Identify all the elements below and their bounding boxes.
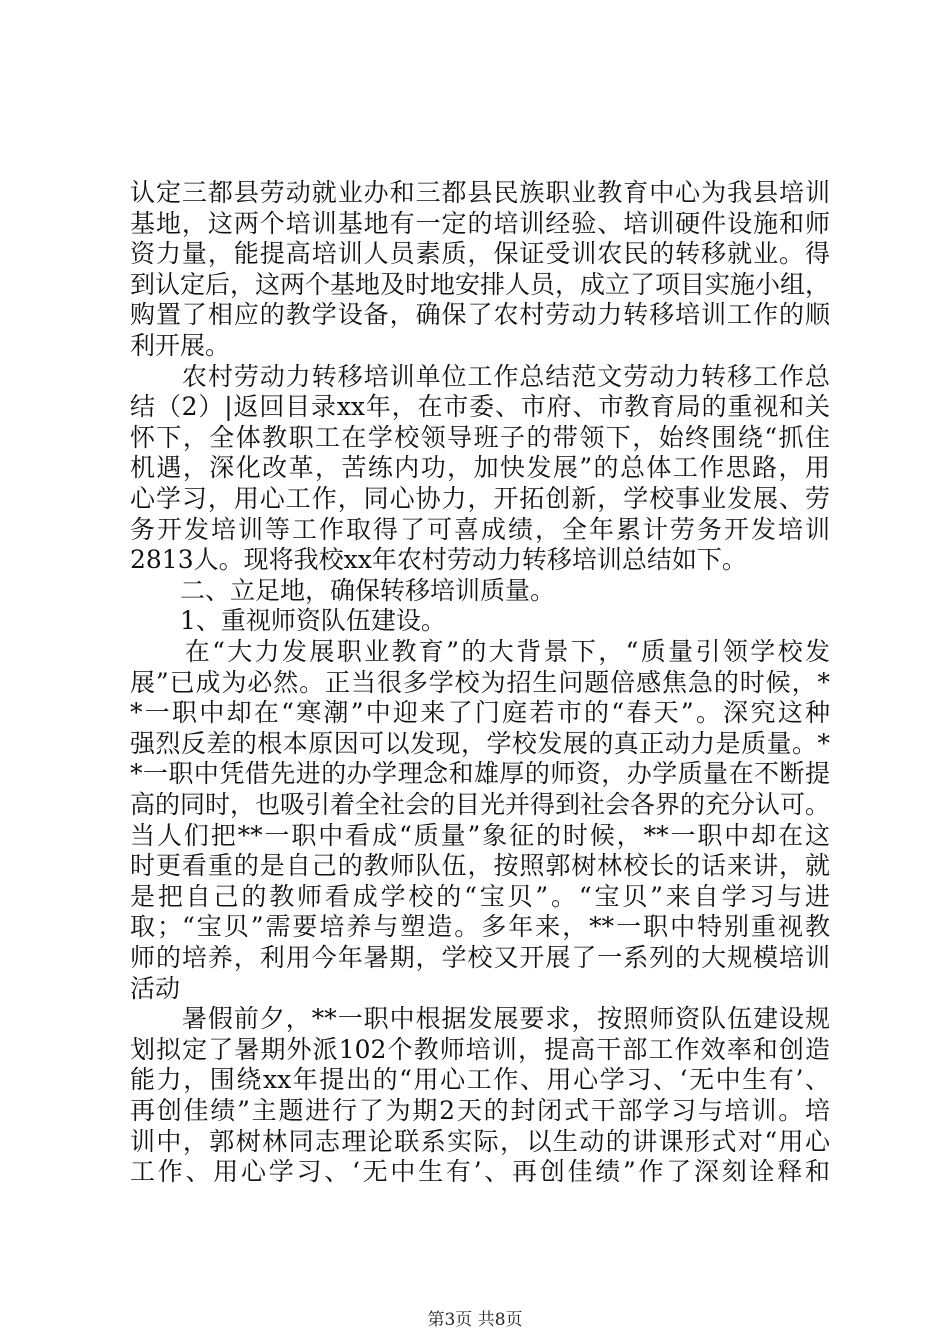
body-text-line: 农村劳动力转移培训单位工作总结范文劳动力转移工作总 bbox=[130, 362, 830, 391]
body-text-line: 再创佳绩”主题进行了为期2天的封闭式干部学习与培训。培 bbox=[130, 1096, 830, 1125]
body-text-line: *一职中凭借先进的办学理念和雄厚的师资，办学质量在不断提 bbox=[130, 759, 830, 788]
body-text-line: 怀下，全体教职工在学校领导班子的带领下，始终围绕“抓住 bbox=[130, 423, 830, 452]
body-text-line: 取；“宝贝”需要培养与塑造。多年来，**一职中特别重视教 bbox=[130, 912, 830, 941]
body-text-line: 高的同时，也吸引着全社会的目光并得到社会各界的充分认可。 bbox=[130, 790, 831, 819]
body-text-line: 师的培养，利用今年暑期，学校又开展了一系列的大规模培训 bbox=[130, 943, 830, 972]
body-text-line: 二、立足地，确保转移培训质量。 bbox=[130, 576, 556, 605]
body-text-line: 资力量，能提高培训人员素质，保证受训农民的转移就业。得 bbox=[130, 239, 830, 268]
body-text-line: 务开发培训等工作取得了可喜成绩，全年累计劳务开发培训 bbox=[130, 515, 830, 544]
page-footer: 第3页 共8页 bbox=[427, 1310, 523, 1330]
body-text-line: 展”已成为必然。正当很多学校为招生问题倍感焦急的时候，* bbox=[130, 668, 830, 697]
body-text-line: 能力，围绕xx年提出的“用心工作、用心学习、‘无中生有’、 bbox=[130, 1065, 830, 1094]
body-text-line: 活动 bbox=[130, 974, 181, 1003]
body-text-line: 暑假前夕，**一职中根据发展要求，按照师资队伍建设规 bbox=[130, 1004, 830, 1033]
body-text-line: 购置了相应的教学设备，确保了农村劳动力转移培训工作的顺 bbox=[130, 300, 830, 329]
body-text-line: 时更看重的是自己的教师队伍，按照郭树林校长的话来讲，就 bbox=[130, 851, 830, 880]
body-text-line: 训中，郭树林同志理论联系实际，以生动的讲课形式对“用心 bbox=[130, 1127, 830, 1156]
body-text-line: *一职中却在“寒潮”中迎来了门庭若市的“春天”。深究这种 bbox=[130, 698, 830, 727]
body-text-line: 工作、用心学习、‘无中生有’、再创佳绩”作了深刻诠释和 bbox=[130, 1157, 830, 1186]
body-text-line: 2813人。现将我校xx年农村劳动力转移培训总结如下。 bbox=[130, 545, 747, 574]
body-text-line: 认定三都县劳动就业办和三都县民族职业教育中心为我县培训 bbox=[130, 178, 830, 207]
body-text-line: 划拟定了暑期外派102个教师培训，提高干部工作效率和创造 bbox=[130, 1035, 830, 1064]
body-text-line: 利开展。 bbox=[130, 331, 231, 360]
body-text-line: 结（2）|返回目录xx年，在市委、市府、市教育局的重视和关 bbox=[130, 392, 830, 421]
body-text-line: 当人们把**一职中看成“质量”象征的时候，**一职中却在这 bbox=[130, 821, 830, 850]
body-text-line: 是把自己的教师看成学校的“宝贝”。“宝贝”来自学习与进 bbox=[130, 882, 830, 911]
body-text-line: 机遇，深化改革，苦练内功，加快发展”的总体工作思路，用 bbox=[130, 453, 830, 482]
body-text-line: 强烈反差的根本原因可以发现，学校发展的真正动力是质量。* bbox=[130, 729, 830, 758]
body-text-line: 1、重视师资队伍建设。 bbox=[130, 606, 446, 635]
body-text-line: 在“大力发展职业教育”的大背景下，“质量引领学校发 bbox=[130, 637, 830, 666]
body-text-line: 基地，这两个培训基地有一定的培训经验、培训硬件设施和师 bbox=[130, 209, 830, 238]
body-text-line: 心学习，用心工作，同心协力，开拓创新，学校事业发展、劳 bbox=[130, 484, 830, 513]
body-text-line: 到认定后，这两个基地及时地安排人员，成立了项目实施小组， bbox=[130, 270, 831, 299]
